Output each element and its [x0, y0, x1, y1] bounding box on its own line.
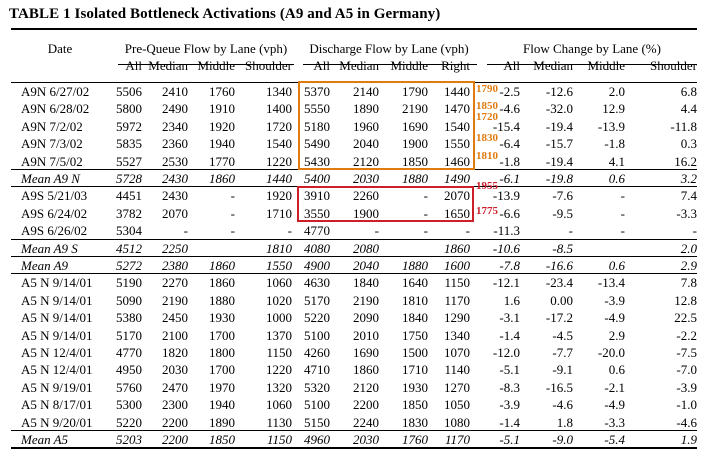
- table-cell: 1170: [444, 432, 470, 447]
- table-cell: 2.0: [680, 241, 697, 256]
- table-cell: 1540: [266, 136, 292, 151]
- red-annotation: 1775: [476, 205, 498, 217]
- table-cell: 1880: [402, 171, 428, 186]
- table-cell: -1.8: [604, 136, 625, 151]
- discharge-all-header: All: [313, 58, 330, 73]
- table-cell: -32.0: [545, 101, 573, 116]
- table-cell: 1700: [209, 328, 235, 343]
- bottom-rule: [11, 447, 697, 449]
- table-cell: -13.4: [597, 275, 625, 290]
- table-cell: 0.3: [680, 136, 697, 151]
- table-cell: 22.5: [674, 310, 697, 325]
- table-cell: 1.9: [680, 432, 697, 447]
- table-cell: -7.8: [499, 258, 520, 273]
- table-cell: 2430: [162, 171, 188, 186]
- table-cell: 2030: [353, 432, 379, 447]
- table-cell: -19.4: [545, 154, 573, 169]
- table-cell: 1900: [402, 136, 428, 151]
- table-cell: -3.9: [499, 397, 520, 412]
- table-cell: 1840: [353, 275, 379, 290]
- table-cell: 5304: [116, 223, 142, 238]
- table-cell: -7.6: [552, 188, 573, 203]
- table-cell: 2.0: [608, 84, 625, 99]
- table-cell: -16.5: [545, 380, 573, 395]
- table-cell: 1220: [266, 362, 292, 377]
- table-cell: 5272: [116, 258, 142, 273]
- table-cell: 5203: [116, 432, 142, 447]
- table-cell: 1500: [402, 345, 428, 360]
- table-cell: 4710: [304, 362, 330, 377]
- table-cell: 4630: [304, 275, 330, 290]
- table-cell: 5100: [304, 397, 330, 412]
- table-cell: 1440: [266, 171, 292, 186]
- orange-annotation: 1790: [476, 83, 498, 95]
- table-cell: -1.0: [676, 397, 697, 412]
- table-cell: -11.8: [670, 119, 697, 134]
- table-cell: 2120: [353, 154, 379, 169]
- table-cell: -: [423, 223, 428, 238]
- table-cell: -1.4: [499, 328, 520, 343]
- table-cell: 1880: [209, 293, 235, 308]
- table-cell: 1850: [402, 397, 428, 412]
- table-cell: 2380: [162, 258, 188, 273]
- table-cell: 5220: [116, 415, 142, 430]
- table-cell: 5430: [304, 154, 330, 169]
- table-cell: -: [230, 206, 235, 221]
- table-cell: 1.6: [503, 293, 520, 308]
- table-cell: -8.5: [552, 241, 573, 256]
- table-cell: 2430: [162, 188, 188, 203]
- row-label: A9N 6/27/02: [21, 84, 90, 99]
- table-cell: 5380: [116, 310, 142, 325]
- orange-annotation: 1850: [476, 100, 498, 112]
- table-cell: 1370: [266, 328, 292, 343]
- table-cell: 1690: [353, 345, 379, 360]
- table-cell: 1640: [402, 275, 428, 290]
- table-cell: 4260: [304, 345, 330, 360]
- table-cell: 1550: [444, 136, 470, 151]
- table-cell: 2070: [162, 206, 188, 221]
- table-cell: -5.4: [604, 432, 625, 447]
- table-cell: 16.2: [674, 154, 697, 169]
- discharge-middle-header: Middle: [390, 58, 428, 73]
- table-cell: 1820: [162, 345, 188, 360]
- pre-queue-all-header: All: [125, 58, 142, 73]
- table-cell: -4.9: [604, 310, 625, 325]
- table-cell: 2090: [353, 310, 379, 325]
- table-cell: 5400: [304, 171, 330, 186]
- table-cell: 2190: [402, 101, 428, 116]
- table-cell: -15.7: [545, 136, 573, 151]
- table-cell: 1760: [402, 432, 428, 447]
- table-cell: 1890: [353, 101, 379, 116]
- table-cell: -3.9: [604, 293, 625, 308]
- table-cell: 1270: [444, 380, 470, 395]
- table-cell: 1080: [444, 415, 470, 430]
- table-cell: -4.6: [552, 397, 573, 412]
- row-label: A9N 6/28/02: [21, 101, 90, 116]
- table-cell: 2.9: [608, 328, 625, 343]
- table-cell: 1810: [402, 293, 428, 308]
- table-cell: 5760: [116, 380, 142, 395]
- table-cell: 4.1: [608, 154, 625, 169]
- table-cell: 1700: [209, 362, 235, 377]
- table-cell: 7.8: [680, 275, 697, 290]
- table-cell: -12.1: [492, 275, 520, 290]
- table-cell: 5150: [304, 415, 330, 430]
- table-cell: 1490: [444, 171, 470, 186]
- table-cell: 1860: [209, 275, 235, 290]
- table-cell: 2030: [162, 362, 188, 377]
- table-cell: 2470: [162, 380, 188, 395]
- table-cell: 1860: [444, 241, 470, 256]
- table-cell: 2080: [353, 241, 379, 256]
- table-cell: 1540: [444, 119, 470, 134]
- table-cell: -: [230, 188, 235, 203]
- table-cell: 1790: [402, 84, 428, 99]
- row-label: A5 N 12/4/01: [21, 362, 93, 377]
- row-label: Mean A5: [21, 432, 69, 447]
- table-cell: -3.3: [676, 206, 697, 221]
- table-cell: 4950: [116, 362, 142, 377]
- row-label: A5 N 9/14/01: [21, 275, 93, 290]
- table-cell: 1600: [444, 258, 470, 273]
- discharge-group-header: Discharge Flow by Lane (vph): [309, 41, 469, 56]
- row-label: Mean A9: [21, 258, 69, 273]
- table-cell: 1060: [266, 397, 292, 412]
- table-cell: 1930: [209, 310, 235, 325]
- date-header: Date: [47, 41, 73, 56]
- table-cell: -8.3: [499, 380, 520, 395]
- table-cell: 5972: [116, 119, 142, 134]
- table-cell: -7.7: [552, 345, 573, 360]
- row-label: A9N 7/2/02: [21, 119, 83, 134]
- table-cell: 4080: [304, 241, 330, 256]
- table-cell: -6.6: [499, 206, 520, 221]
- table-cell: 2190: [162, 293, 188, 308]
- table-cell: -9.5: [552, 206, 573, 221]
- table-cell: -4.6: [499, 101, 520, 116]
- table-cell: 2100: [162, 328, 188, 343]
- table-cell: -4.9: [604, 397, 625, 412]
- table-cell: -16.6: [545, 258, 573, 273]
- table-cell: -: [568, 223, 573, 238]
- table-cell: -9.0: [552, 432, 573, 447]
- table-cell: 1860: [209, 258, 235, 273]
- row-label: A5 N 9/20/01: [21, 415, 93, 430]
- table-cell: 3.2: [680, 171, 697, 186]
- table-cell: 5527: [116, 154, 142, 169]
- table-cell: 1220: [266, 154, 292, 169]
- table-cell: 1340: [444, 328, 470, 343]
- table-cell: -12.6: [545, 84, 573, 99]
- table-cell: 1150: [444, 275, 470, 290]
- table-cell: -13.9: [492, 188, 520, 203]
- table-cell: 1880: [402, 258, 428, 273]
- table-cell: 2190: [353, 293, 379, 308]
- flow-change-middle-header: Middle: [587, 58, 625, 73]
- table-cell: -: [465, 223, 470, 238]
- table-cell: -1.4: [499, 415, 520, 430]
- table-cell: 1750: [402, 328, 428, 343]
- row-label: Mean A9 S: [21, 241, 78, 256]
- table-cell: 1800: [209, 345, 235, 360]
- table-cell: 1140: [444, 362, 470, 377]
- table-cell: 5728: [116, 171, 142, 186]
- orange-annotation: 1810: [476, 150, 498, 162]
- table-cell: -: [374, 223, 379, 238]
- table-cell: 3550: [304, 206, 330, 221]
- table-cell: 2270: [162, 275, 188, 290]
- table-cell: 1.8: [556, 415, 573, 430]
- pre-queue-shoulder-header: Shoulder: [245, 58, 292, 73]
- table-cell: 1150: [266, 432, 292, 447]
- table-cell: 1930: [402, 380, 428, 395]
- table-cell: -13.9: [597, 119, 625, 134]
- table-cell: -19.4: [545, 119, 573, 134]
- row-label: A5 N 8/17/01: [21, 397, 93, 412]
- table-cell: -5.1: [499, 432, 520, 447]
- table-cell: 1900: [353, 206, 379, 221]
- table-cell: 2340: [162, 119, 188, 134]
- table-cell: 1400: [266, 101, 292, 116]
- table-cell: 1050: [444, 397, 470, 412]
- table-cell: 5320: [304, 380, 330, 395]
- table-cell: 4512: [116, 241, 142, 256]
- table-cell: 2250: [162, 241, 188, 256]
- table-cell: 1840: [402, 310, 428, 325]
- table-cell: 2260: [353, 188, 379, 203]
- table-cell: 2240: [353, 415, 379, 430]
- red-highlight-box: [297, 186, 474, 222]
- table-cell: -4.5: [552, 328, 573, 343]
- table-cell: 2010: [353, 328, 379, 343]
- table-cell: 1920: [209, 119, 235, 134]
- table-cell: -3.3: [604, 415, 625, 430]
- row-label: A5 N 9/14/01: [21, 293, 93, 308]
- table-cell: 1340: [266, 84, 292, 99]
- table-cell: 4770: [116, 345, 142, 360]
- table-cell: 2200: [162, 432, 188, 447]
- table-cell: 5550: [304, 101, 330, 116]
- table-cell: 5490: [304, 136, 330, 151]
- table-cell: -15.4: [492, 119, 520, 134]
- table-cell: 1910: [209, 101, 235, 116]
- row-label: Mean A9 N: [21, 171, 80, 186]
- table-cell: 5220: [304, 310, 330, 325]
- table-cell: -17.2: [545, 310, 573, 325]
- table-cell: -7.0: [676, 362, 697, 377]
- table-cell: 7.4: [680, 188, 697, 203]
- table-cell: 1830: [402, 415, 428, 430]
- table-cell: 2410: [162, 84, 188, 99]
- table-cell: 2040: [353, 136, 379, 151]
- table-cell: -3.1: [499, 310, 520, 325]
- table-cell: 1860: [209, 171, 235, 186]
- table-cell: 3782: [116, 206, 142, 221]
- table-cell: 12.8: [674, 293, 697, 308]
- table-cell: -9.1: [552, 362, 573, 377]
- table-cell: 5190: [116, 275, 142, 290]
- table-cell: 3910: [304, 188, 330, 203]
- table-cell: -: [230, 223, 235, 238]
- flow-change-group-header: Flow Change by Lane (%): [523, 41, 661, 56]
- table-cell: 1860: [353, 362, 379, 377]
- table-cell: -6.4: [499, 136, 520, 151]
- table-cell: 5180: [304, 119, 330, 134]
- row-label: A5 N 9/14/01: [21, 328, 93, 343]
- table-cell: 1020: [266, 293, 292, 308]
- table-cell: 1710: [266, 206, 292, 221]
- table-cell: 1850: [402, 154, 428, 169]
- row-label: A5 N 12/4/01: [21, 345, 93, 360]
- table-cell: -10.6: [492, 241, 520, 256]
- table-cell: 2040: [353, 258, 379, 273]
- top-rule: [11, 28, 697, 30]
- table-cell: -: [183, 223, 188, 238]
- table-cell: -: [620, 188, 625, 203]
- pre-queue-group-header: Pre-Queue Flow by Lane (vph): [124, 41, 288, 56]
- table-cell: 1690: [402, 119, 428, 134]
- flow-change-shoulder-header: Shoulder: [650, 58, 697, 73]
- table-cell: -: [423, 206, 428, 221]
- table-cell: 12.9: [602, 101, 625, 116]
- table-cell: -: [620, 223, 625, 238]
- table-cell: 4770: [304, 223, 330, 238]
- table-cell: 1960: [353, 119, 379, 134]
- table-cell: 1550: [266, 258, 292, 273]
- table-cell: 1440: [444, 84, 470, 99]
- table-cell: 5100: [304, 328, 330, 343]
- table-cell: -: [287, 223, 292, 238]
- pre-queue-middle-header: Middle: [197, 58, 235, 73]
- table-cell: -6.1: [499, 171, 520, 186]
- table-cell: 2030: [353, 171, 379, 186]
- table-cell: 2140: [353, 84, 379, 99]
- table-title: TABLE 1 Isolated Bottleneck Activations (A9 and A5 in Germany): [9, 6, 441, 22]
- red-annotation: 1955: [476, 180, 498, 192]
- table-cell: 1290: [444, 310, 470, 325]
- orange-annotation: 1830: [476, 132, 498, 144]
- table-cell: -: [423, 188, 428, 203]
- table-cell: 1000: [266, 310, 292, 325]
- table-cell: 1920: [266, 188, 292, 203]
- table-cell: 0.6: [608, 258, 625, 273]
- table-cell: 5835: [116, 136, 142, 151]
- table-cell: 5506: [116, 84, 142, 99]
- row-label: A9S 6/26/02: [21, 223, 88, 238]
- row-label: A9S 5/21/03: [21, 188, 88, 203]
- discharge-median-header: Median: [339, 58, 379, 73]
- row-label: A5 N 9/19/01: [21, 380, 93, 395]
- table-cell: -2.5: [499, 84, 520, 99]
- row-label: A9N 7/5/02: [21, 154, 83, 169]
- table-cell: 1070: [444, 345, 470, 360]
- table-cell: 5800: [116, 101, 142, 116]
- table-cell: -: [620, 206, 625, 221]
- table-cell: -23.4: [545, 275, 573, 290]
- table-cell: -20.0: [597, 345, 625, 360]
- table-cell: 0.6: [608, 171, 625, 186]
- orange-annotation: 1720: [476, 111, 498, 123]
- table-cell: 1890: [209, 415, 235, 430]
- table-cell: 1320: [266, 380, 292, 395]
- table-cell: 5170: [116, 328, 142, 343]
- flow-change-all-header: All: [503, 58, 520, 73]
- discharge-right-header: Right: [441, 58, 470, 73]
- table-cell: 1720: [266, 119, 292, 134]
- pre-queue-median-header: Median: [148, 58, 188, 73]
- table-cell: 5090: [116, 293, 142, 308]
- table-cell: 1760: [209, 84, 235, 99]
- table-cell: 2120: [353, 380, 379, 395]
- table-cell: -7.5: [676, 345, 697, 360]
- row-label: A5 N 9/14/01: [21, 310, 93, 325]
- table-cell: 2070: [444, 188, 470, 203]
- table-cell: -3.9: [676, 380, 697, 395]
- table-cell: -11.3: [493, 223, 520, 238]
- table-cell: -: [692, 223, 697, 238]
- table-cell: 1940: [209, 136, 235, 151]
- table-cell: 1710: [402, 362, 428, 377]
- table-cell: 2300: [162, 397, 188, 412]
- flow-change-median-header: Median: [533, 58, 573, 73]
- table-cell: 1460: [444, 154, 470, 169]
- table-cell: 2200: [353, 397, 379, 412]
- table-cell: 1470: [444, 101, 470, 116]
- table-cell: 6.8: [680, 84, 697, 99]
- table-cell: 1170: [444, 293, 470, 308]
- row-label: A9S 6/24/02: [21, 206, 88, 221]
- table-cell: 1150: [266, 345, 292, 360]
- table-cell: -19.8: [545, 171, 573, 186]
- table-cell: -2.1: [604, 380, 625, 395]
- table-cell: -4.6: [676, 415, 697, 430]
- table-cell: 4.4: [680, 101, 697, 116]
- table-cell: 1940: [209, 397, 235, 412]
- table-cell: -1.8: [499, 154, 520, 169]
- table-cell: 2.9: [680, 258, 697, 273]
- table-cell: 4451: [116, 188, 142, 203]
- table-cell: -12.0: [492, 345, 520, 360]
- orange-highlight-box: [298, 81, 475, 170]
- table-cell: 1130: [266, 415, 292, 430]
- table-cell: 1060: [266, 275, 292, 290]
- table-cell: 1770: [209, 154, 235, 169]
- table-cell: -5.1: [499, 362, 520, 377]
- table-cell: 2530: [162, 154, 188, 169]
- table-cell: 5300: [116, 397, 142, 412]
- table-cell: 1810: [266, 241, 292, 256]
- table-cell: 1850: [209, 432, 235, 447]
- table-cell: 2490: [162, 101, 188, 116]
- table-cell: 5370: [304, 84, 330, 99]
- table-cell: -2.2: [676, 328, 697, 343]
- table-cell: 2450: [162, 310, 188, 325]
- table-cell: 0.00: [550, 293, 573, 308]
- table-cell: 4960: [304, 432, 330, 447]
- table-cell: 2360: [162, 136, 188, 151]
- table-cell: 0.6: [608, 362, 625, 377]
- table-cell: 1650: [444, 206, 470, 221]
- table-cell: 4900: [304, 258, 330, 273]
- table-cell: 2200: [162, 415, 188, 430]
- table-cell: 1970: [209, 380, 235, 395]
- table-cell: 5170: [304, 293, 330, 308]
- row-label: A9N 7/3/02: [21, 136, 83, 151]
